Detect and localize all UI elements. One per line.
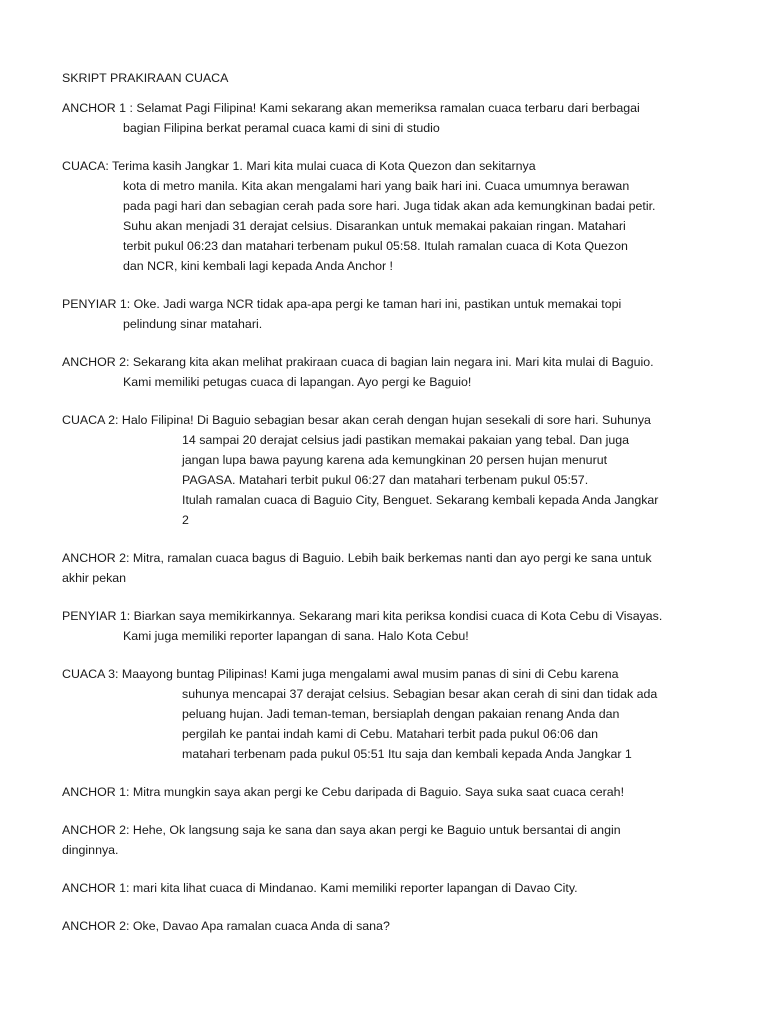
paragraph-line: dan NCR, kini kembali lagi kepada Anda Anchor ! <box>123 259 393 273</box>
paragraph-penyiar1-cebu <box>62 606 672 646</box>
paragraph-line: PAGASA. Matahari terbit pukul 06:27 dan matahari terbenam pukul 05:57. <box>182 473 589 487</box>
paragraph-line: jangan lupa bawa payung karena ada kemungkinan 20 persen hujan menurut <box>182 453 608 467</box>
paragraph-cuaca3-cebu <box>62 664 672 764</box>
paragraph-line: pelindung sinar matahari. <box>123 317 263 331</box>
paragraph-line: dinginnya. <box>62 843 119 857</box>
paragraph-line: ANCHOR 2: Hehe, Ok langsung saja ke sana dan saya akan pergi ke Baguio untuk bersantai di angin <box>62 823 621 837</box>
paragraph-anchor1-cebu <box>62 782 672 802</box>
paragraph-anchor2-mitra <box>62 548 672 588</box>
paragraph-anchor2-baguio <box>62 352 672 392</box>
paragraph-line: terbit pukul 06:23 dan matahari terbenam pukul 05:58. Itulah ramalan cuaca di Kota Quezon <box>123 239 628 253</box>
paragraph-line: 2 <box>182 513 189 527</box>
paragraph-line: peluang hujan. Jadi teman-teman, bersiaplah dengan pakaian renang Anda dan <box>182 707 620 721</box>
paragraph-line: PENYIAR 1: Biarkan saya memikirkannya. Sekarang mari kita periksa kondisi cuaca di Kota Cebu di Visayas. <box>62 609 663 623</box>
paragraph-line: 14 sampai 20 derajat celsius jadi pastikan memakai pakaian yang tebal. Dan juga <box>182 433 630 447</box>
paragraph-anchor1-mindanao <box>62 878 672 898</box>
paragraph-line: ANCHOR 2: Sekarang kita akan melihat prakiraan cuaca di bagian lain negara ini. Mari kita mulai di Baguio. <box>62 355 654 369</box>
paragraph-line: ANCHOR 1: Mitra mungkin saya akan pergi ke Cebu daripada di Baguio. Saya suka saat cuaca cerah! <box>62 785 625 799</box>
paragraph-line: pada pagi hari dan sebagian cerah pada sore hari. Juga tidak akan ada kemungkinan badai petir. <box>123 199 656 213</box>
paragraph-line: Itulah ramalan cuaca di Baguio City, Benguet. Sekarang kembali kepada Anda Jangkar <box>182 493 659 507</box>
paragraph-line: bagian Filipina berkat peramal cuaca kami di sini di studio <box>123 121 440 135</box>
paragraph-line: akhir pekan <box>62 571 127 585</box>
paragraph-penyiar1-ncr <box>62 294 672 334</box>
paragraph-line: Kami juga memiliki reporter lapangan di sana. Halo Kota Cebu! <box>123 629 469 643</box>
paragraph-line: matahari terbenam pada pukul 05:51 Itu saja dan kembali kepada Anda Jangkar 1 <box>182 747 632 761</box>
paragraph-cuaca-quezon <box>62 156 672 276</box>
paragraph-anchor2-hehe <box>62 820 672 860</box>
paragraph-cuaca2-baguio <box>62 410 672 530</box>
paragraph-line: ANCHOR 1 : Selamat Pagi Filipina! Kami sekarang akan memeriksa ramalan cuaca terbaru dari berbagai <box>62 101 640 115</box>
paragraph-line: CUACA 3: Maayong buntag Pilipinas! Kami juga mengalami awal musim panas di sini di Cebu karena <box>62 667 619 681</box>
paragraph-line: ANCHOR 2: Mitra, ramalan cuaca bagus di Baguio. Lebih baik berkemas nanti dan ayo pergi ke sana untuk <box>62 551 652 565</box>
paragraph-line: CUACA: Terima kasih Jangkar 1. Mari kita mulai cuaca di Kota Quezon dan sekitarnya <box>62 159 536 173</box>
paragraph-line: suhunya mencapai 37 derajat celsius. Sebagian besar akan cerah di sini dan tidak ada <box>182 687 658 701</box>
paragraph-line: Suhu akan menjadi 31 derajat celsius. Disarankan untuk memakai pakaian ringan. Matahari <box>123 219 626 233</box>
paragraph-line: Kami memiliki petugas cuaca di lapangan. Ayo pergi ke Baguio! <box>123 375 472 389</box>
paragraph-line: CUACA 2: Halo Filipina! Di Baguio sebagian besar akan cerah dengan hujan sesekali di sore hari. Suhunya <box>62 413 651 427</box>
paragraph-line: ANCHOR 2: Oke, Davao Apa ramalan cuaca Anda di sana? <box>62 919 390 933</box>
script-document <box>62 68 672 954</box>
paragraph-anchor1-intro <box>62 98 672 138</box>
paragraph-anchor2-davao <box>62 916 672 936</box>
document-title: SKRIPT PRAKIRAAN CUACA <box>62 71 229 85</box>
paragraph-line: ANCHOR 1: mari kita lihat cuaca di Mindanao. Kami memiliki reporter lapangan di Davao City. <box>62 881 578 895</box>
paragraph-line: pergilah ke pantai indah kami di Cebu. Matahari terbit pada pukul 06:06 dan <box>182 727 599 741</box>
paragraph-line: PENYIAR 1: Oke. Jadi warga NCR tidak apa-apa pergi ke taman hari ini, pastikan untuk memakai topi <box>62 297 622 311</box>
paragraph-line: kota di metro manila. Kita akan mengalami hari yang baik hari ini. Cuaca umumnya berawan <box>123 179 630 193</box>
